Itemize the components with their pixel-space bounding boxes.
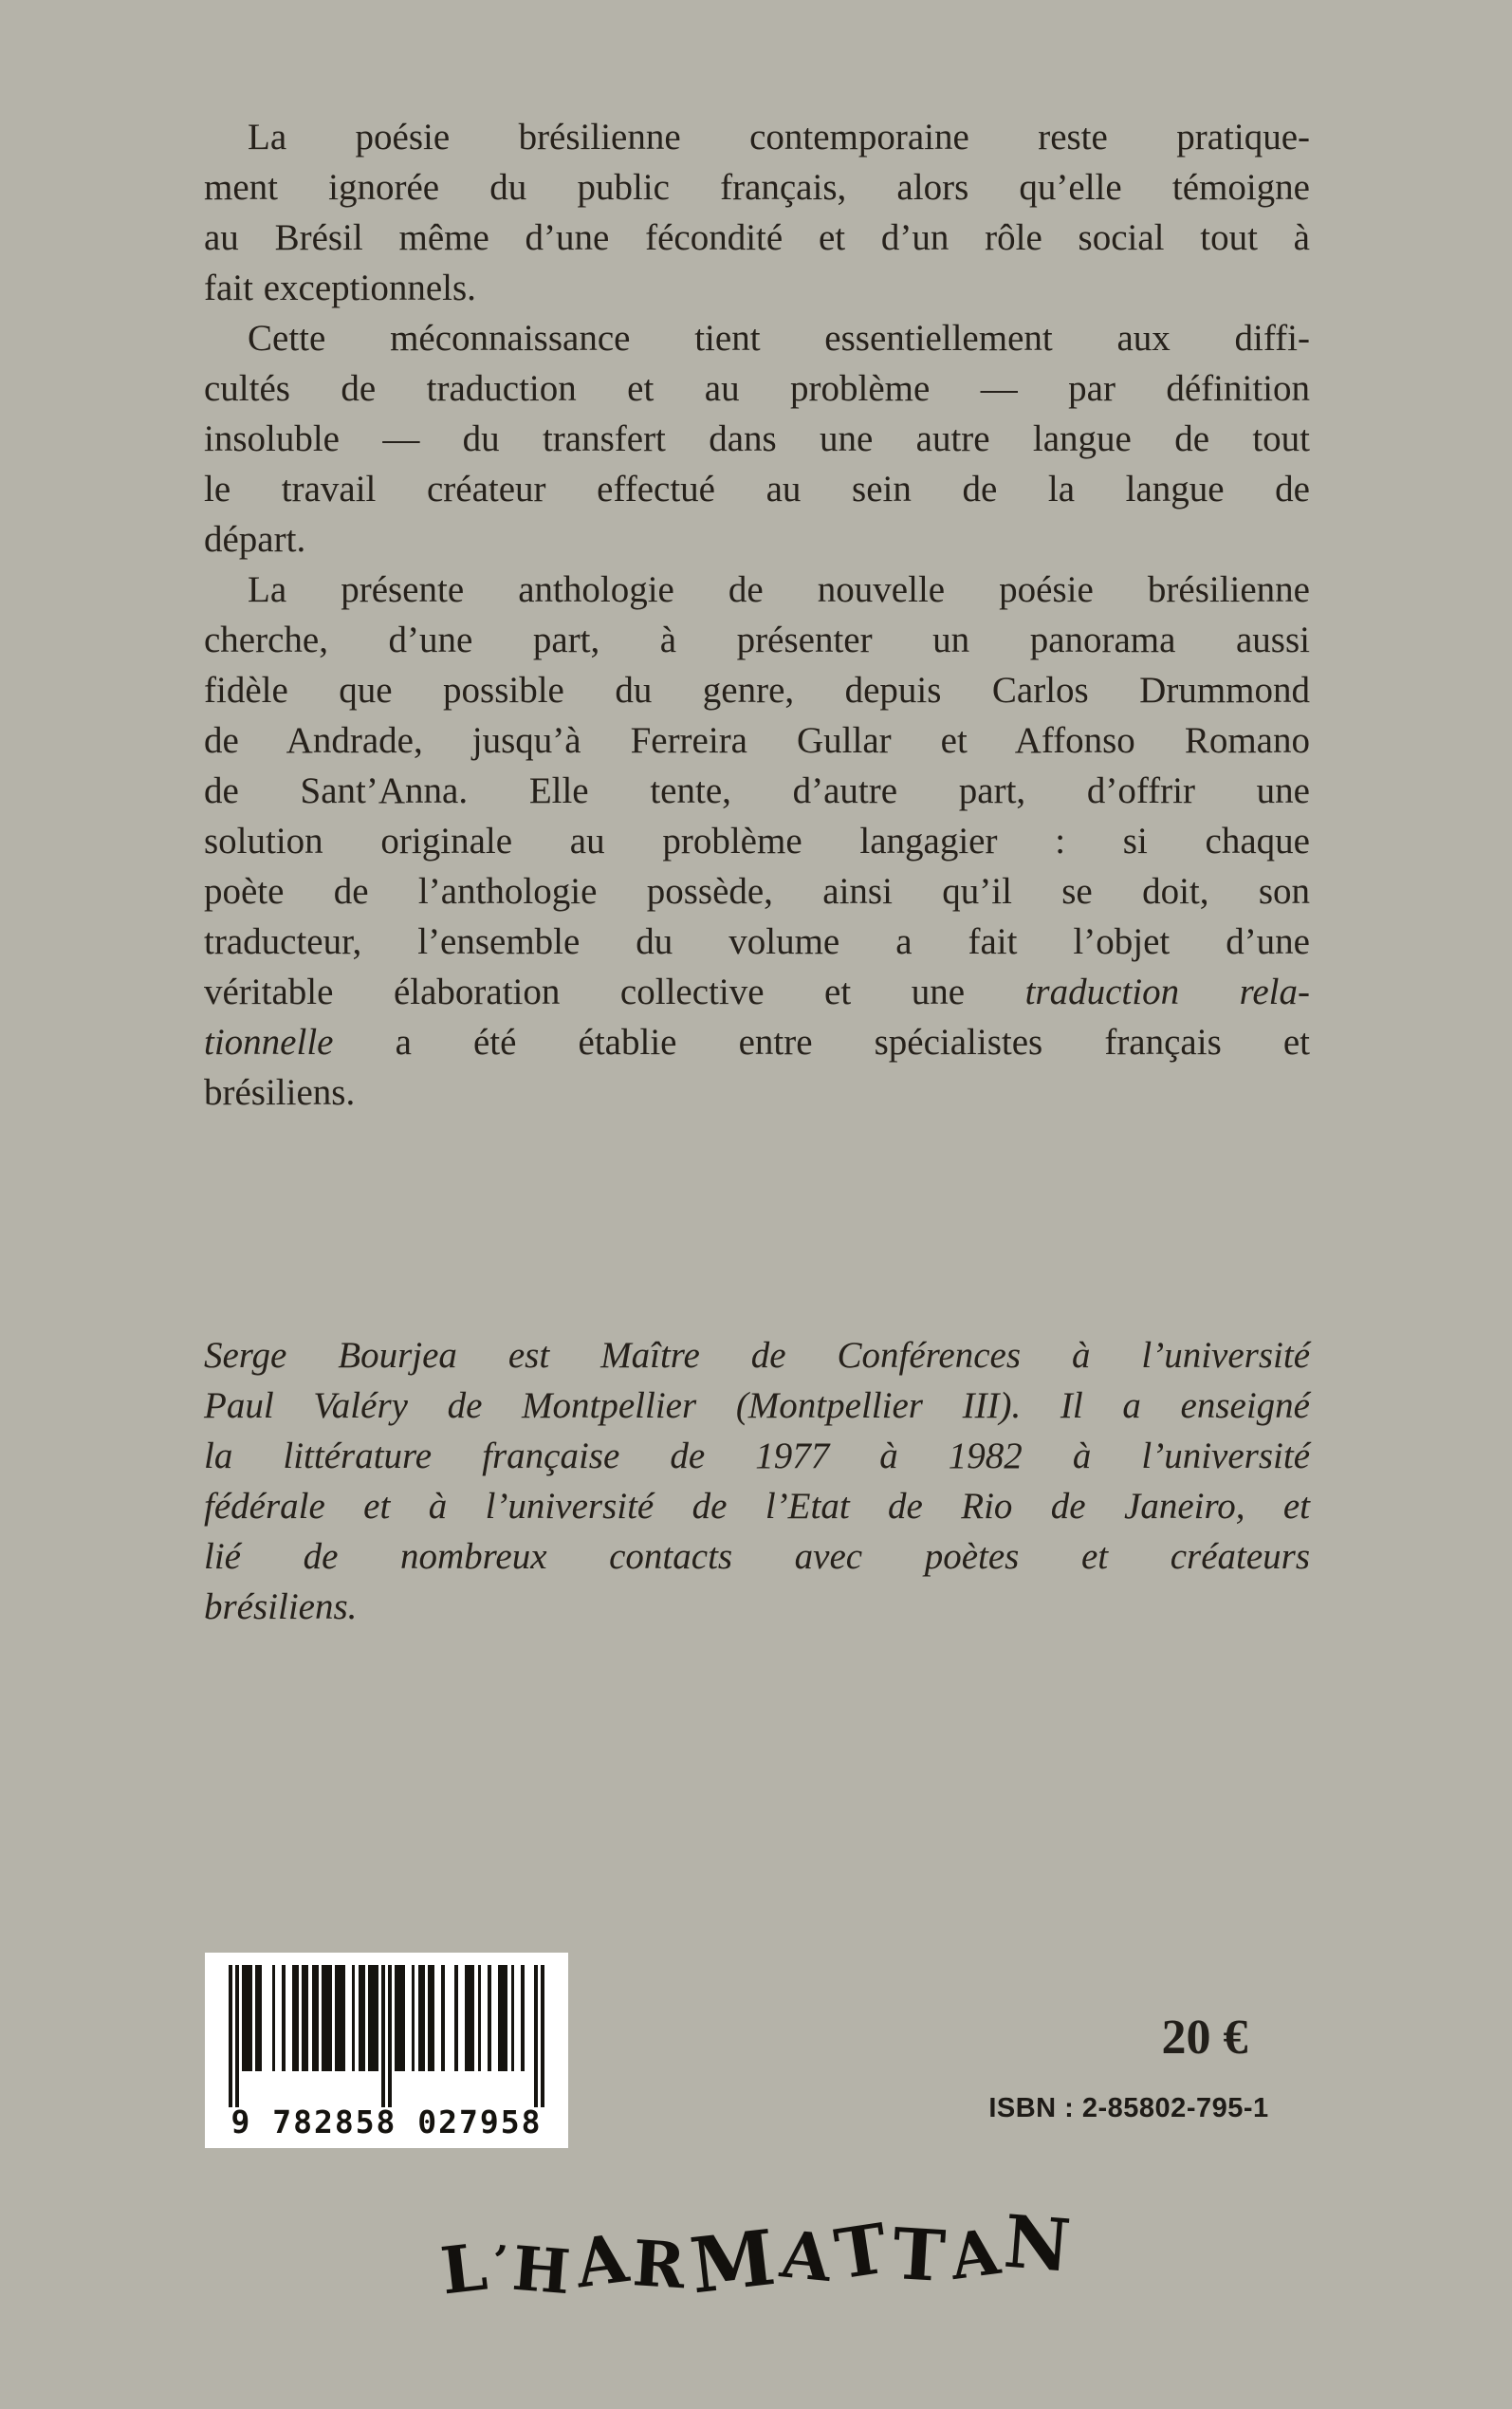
text: insoluble — du transfert dans une autre langue de tout [204,418,1310,459]
text-line [204,1531,1310,1582]
text-line [204,1017,1310,1067]
text: véritable élaboration collective et une [204,972,1025,1012]
text-line [204,363,1310,414]
publisher-logo [0,2191,1512,2320]
text-line [204,1381,1310,1431]
text: fait exceptionnels. [204,268,476,308]
logo-letter: R [631,2226,688,2304]
text-line [204,1431,1310,1481]
logo-letter: ’ [489,2236,510,2287]
logo-letter: A [946,2214,1005,2294]
text-line [204,866,1310,917]
text-line [204,1582,1310,1632]
text-line [204,414,1310,464]
text: solution originale au problème langagier : si chaque [204,821,1310,862]
text: traducteur, l’ensemble du volume a fait l’objet d’une [204,921,1310,962]
text: a été établie entre spécialistes français et [333,1022,1310,1063]
text: fidèle que possible du genre, depuis Carlos Drummond [204,670,1310,711]
text: La présente anthologie de nouvelle poésie brésilienne [248,569,1310,610]
text-line [204,1481,1310,1531]
text: de Andrade, jusqu’à Ferreira Gullar et Affonso Romano [204,720,1310,761]
text: la littérature française de 1977 à 1982 à l’université [204,1436,1310,1476]
italic-text: tionnelle [204,1022,334,1063]
text-line [204,665,1310,715]
text: le travail créateur effectué au sein de la langue de [204,469,1310,510]
paragraph [204,313,1310,565]
paragraph [204,112,1310,313]
synopsis-text-block [204,112,1310,1118]
barcode-digits: 9 782858 027958 [230,2103,543,2140]
text: départ. [204,519,306,560]
text-line [204,514,1310,565]
text-line [204,917,1310,967]
author-bio-block [204,1330,1310,1632]
text-line [204,1067,1310,1118]
paragraph [204,1330,1310,1632]
barcode-bars [205,1965,568,2107]
text-line [204,263,1310,313]
barcode [205,1953,568,2148]
text: lié de nombreux contacts avec poètes et créateurs [204,1536,1310,1577]
text-line [204,464,1310,514]
text: Cette méconnaissance tient essentiellement aux diffi- [248,318,1310,359]
text: cherche, d’une part, à présenter un panorama aussi [204,620,1310,660]
text-line [204,715,1310,766]
text-line [204,313,1310,363]
text: poète de l’anthologie possède, ainsi qu’il se doit, son [204,871,1310,912]
text-line [204,565,1310,615]
text: brésiliens. [204,1586,358,1627]
text-line [204,213,1310,263]
text: cultés de traduction et au problème — par définition [204,368,1310,409]
logo-letter: N [1001,2198,1074,2289]
barcode-bar [541,1965,544,2107]
logo-letter: M [686,2212,780,2311]
paragraph [204,565,1310,1118]
text: de Sant’Anna. Elle tente, d’autre part, d’offrir une [204,770,1310,811]
text: La poésie brésilienne contemporaine reste pratique- [248,117,1310,158]
text: Serge Bourjea est Maître de Conférences à l’université [204,1335,1310,1376]
italic-text: traduction rela- [1024,972,1310,1012]
text-line [204,1330,1310,1381]
text: fédérale et à l’université de l’Etat de Rio de Janeiro, et [204,1486,1310,1527]
logo-letter: T [830,2207,893,2295]
logo-letter: L [437,2229,491,2310]
text-line [204,967,1310,1017]
text: Paul Valéry de Montpellier (Montpellier III). Il a enseigné [204,1385,1310,1426]
text-line [204,766,1310,816]
logo-letter: H [509,2233,574,2309]
text-line [204,112,1310,162]
text: ment ignorée du public français, alors qu’elle témoigne [204,167,1310,208]
logo-letter: A [776,2216,835,2297]
logo-letter: T [890,2213,948,2299]
price-label: 20 € [1161,2011,1248,2065]
text: au Brésil même d’une fécondité et d’un rôle social tout à [204,217,1310,258]
text-line [204,816,1310,866]
text-line [204,615,1310,665]
logo-letter: A [570,2218,633,2304]
isbn-label: ISBN : 2-85802-795-1 [988,2093,1269,2123]
text-line [204,162,1310,213]
text: brésiliens. [204,1072,356,1113]
